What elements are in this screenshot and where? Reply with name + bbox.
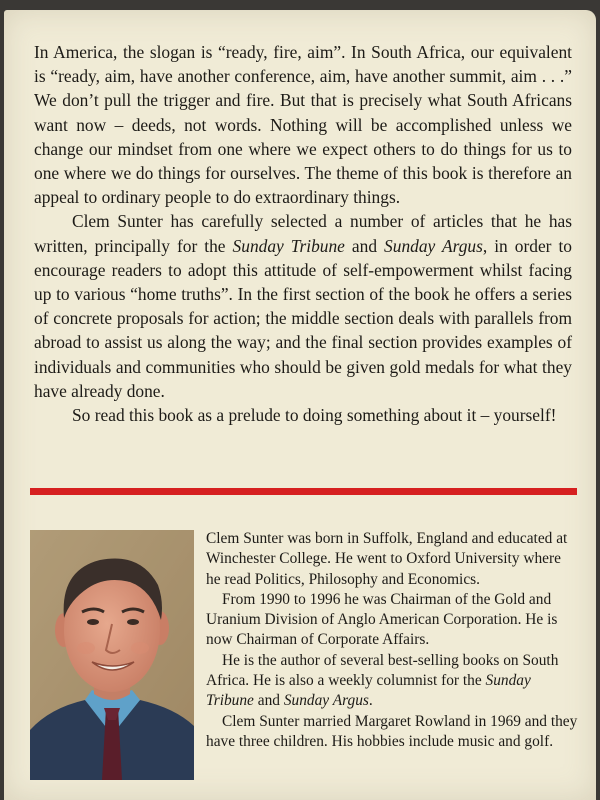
- bio-p3-text-c: .: [368, 692, 373, 710]
- blurb-p2-text-c: , in order to encourage readers to adopt this attitude of self-empowerment whilst facing up to various “home truths”. In the first section of the book he offers a series of concrete proposals for action; the middle section deals with parallels from abroad to assist us along the way; and the final section provides examples of individuals and communities who should be given gold medals for what they have already done.: [34, 235, 573, 401]
- blurb-paragraph-1: In America, the slogan is “ready, fire, aim”. In South Africa, our equivalent is “ready, aim, have another conference, aim, have another summit, aim . . .” We don’t pull the trigger and fire. But that is precisely what South Africans want now – deeds, not words. Nothing will be accomplished unless we change our mindset from one where we expect others to do things for us to one where we do things for ourselves. The theme of this book is therefore an appeal to ordinary people to do extraordinary things.: [34, 42, 572, 208]
- author-biography: [206, 529, 578, 752]
- bio-paragraph-2: From 1990 to 1996 he was Chairman of the Gold and Uranium Division of Anglo American Corporation. He is now Chairman of Corporate Affairs.: [206, 590, 558, 649]
- bio-paragraph-1: Clem Sunter was born in Suffolk, England and educated at Winchester College. He went to Oxford University where he read Politics, Philosophy and Economics.: [206, 530, 568, 588]
- blurb-paragraph-2: [34, 209, 572, 403]
- blurb-text: [34, 40, 572, 427]
- bio-publication-sunday-tribune: Sunday Tribune: [206, 672, 531, 710]
- publication-sunday-argus: Sunday Argus: [384, 235, 483, 256]
- bio-p3-text-b: and: [253, 692, 284, 710]
- bio-paragraph-3: [206, 651, 578, 712]
- bio-publication-sunday-argus: Sunday Argus: [283, 692, 369, 710]
- red-divider: [30, 488, 577, 495]
- blurb-paragraph-3: So read this book as a prelude to doing something about it – yourself!: [72, 405, 557, 426]
- author-portrait: [30, 530, 194, 780]
- blurb-p2-text-a: Clem Sunter has carefully selected a number of articles that he has written, principally for the: [34, 211, 572, 256]
- bio-paragraph-4: Clem Sunter married Margaret Rowland in 1969 and they have three children. His hobbies include music and golf.: [206, 712, 578, 750]
- publication-sunday-tribune: Sunday Tribune: [232, 235, 345, 256]
- bio-p3-text-a: He is the author of several best-selling books on South Africa. He is also a weekly columnist for the: [206, 651, 559, 690]
- book-back-cover: [4, 10, 596, 800]
- blurb-p2-text-b: and: [344, 235, 385, 256]
- author-portrait-illustration: [30, 530, 194, 780]
